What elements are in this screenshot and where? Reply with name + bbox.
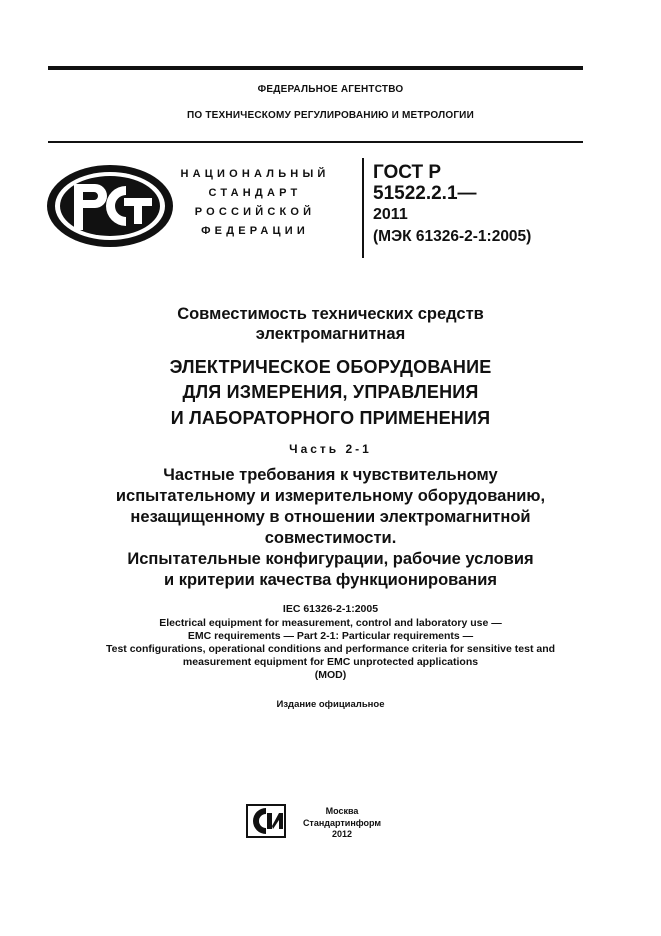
header-divider (362, 158, 364, 258)
designation-line-1: ГОСТ Р (373, 162, 442, 183)
modification-mark: (MOD) (314, 669, 347, 681)
publisher-name: Стандартинформ (302, 817, 382, 828)
top-rule (48, 66, 583, 70)
iec-designation: IEC 61326-2-1:2005 (282, 603, 379, 615)
english-title-line-1: Electrical equipment for measurement, control and laboratory use — (159, 617, 502, 629)
designation (373, 162, 477, 225)
subtitle-line-6: и критерии качества функционирования (163, 571, 497, 589)
title-line-2: электромагнитная (255, 325, 406, 343)
header-rule (48, 141, 583, 143)
publisher-year: 2012 (331, 829, 353, 839)
standard-type-line-2: СТАНДАРТ (208, 187, 302, 199)
english-title-line-2: EMC requirements — Part 2-1: Particular requirements — (187, 630, 474, 642)
publisher-block (292, 806, 392, 841)
standard-type (150, 165, 360, 241)
english-title-line-3: Test configurations, operational conditions and performance criteria for sensitive test and (105, 643, 556, 655)
designation-iec: (МЭК 61326-2-1:2005) (373, 228, 532, 245)
main-title-line-1: ЭЛЕКТРИЧЕСКОЕ ОБОРУДОВАНИЕ (169, 357, 492, 377)
agency-line-1: ФЕДЕРАЛЬНОЕ АГЕНТСТВО (257, 84, 404, 95)
standard-type-line-4: ФЕДЕРАЦИИ (201, 225, 309, 237)
subtitle-line-5: Испытательные конфигурации, рабочие условия (127, 550, 534, 568)
part-number: Часть 2-1 (289, 442, 372, 456)
subtitle-line-1: Частные требования к чувствительному (163, 466, 498, 484)
subtitle-line-2: испытательному и измерительному оборудованию, (115, 487, 546, 505)
main-title-line-2: ДЛЯ ИЗМЕРЕНИЯ, УПРАВЛЕНИЯ (182, 382, 479, 402)
publisher-city: Москва (325, 806, 359, 816)
edition-label: Издание официальное (276, 699, 385, 710)
main-title-line-3: И ЛАБОРАТОРНОГО ПРИМЕНЕНИЯ (170, 408, 491, 428)
standard-type-line-3: РОССИЙСКОЙ (194, 206, 316, 218)
english-title-line-4: measurement equipment for EMC unprotected applications (182, 656, 479, 668)
title-line-1: Совместимость технических средств (177, 305, 484, 323)
standard-type-line-1: НАЦИОНАЛЬНЫЙ (180, 168, 330, 180)
agency-line-2: ПО ТЕХНИЧЕСКОМУ РЕГУЛИРОВАНИЮ И МЕТРОЛОГИИ (187, 110, 474, 121)
standartinform-logo-icon (246, 804, 286, 838)
designation-line-2: 51522.2.1— (373, 183, 477, 204)
standartinform-logo (246, 804, 286, 838)
subtitle-line-3: незащищенному в отношении электромагнитной (130, 508, 531, 526)
subtitle-line-4: совместимости. (264, 529, 397, 547)
designation-line-3: 2011 (373, 206, 408, 223)
